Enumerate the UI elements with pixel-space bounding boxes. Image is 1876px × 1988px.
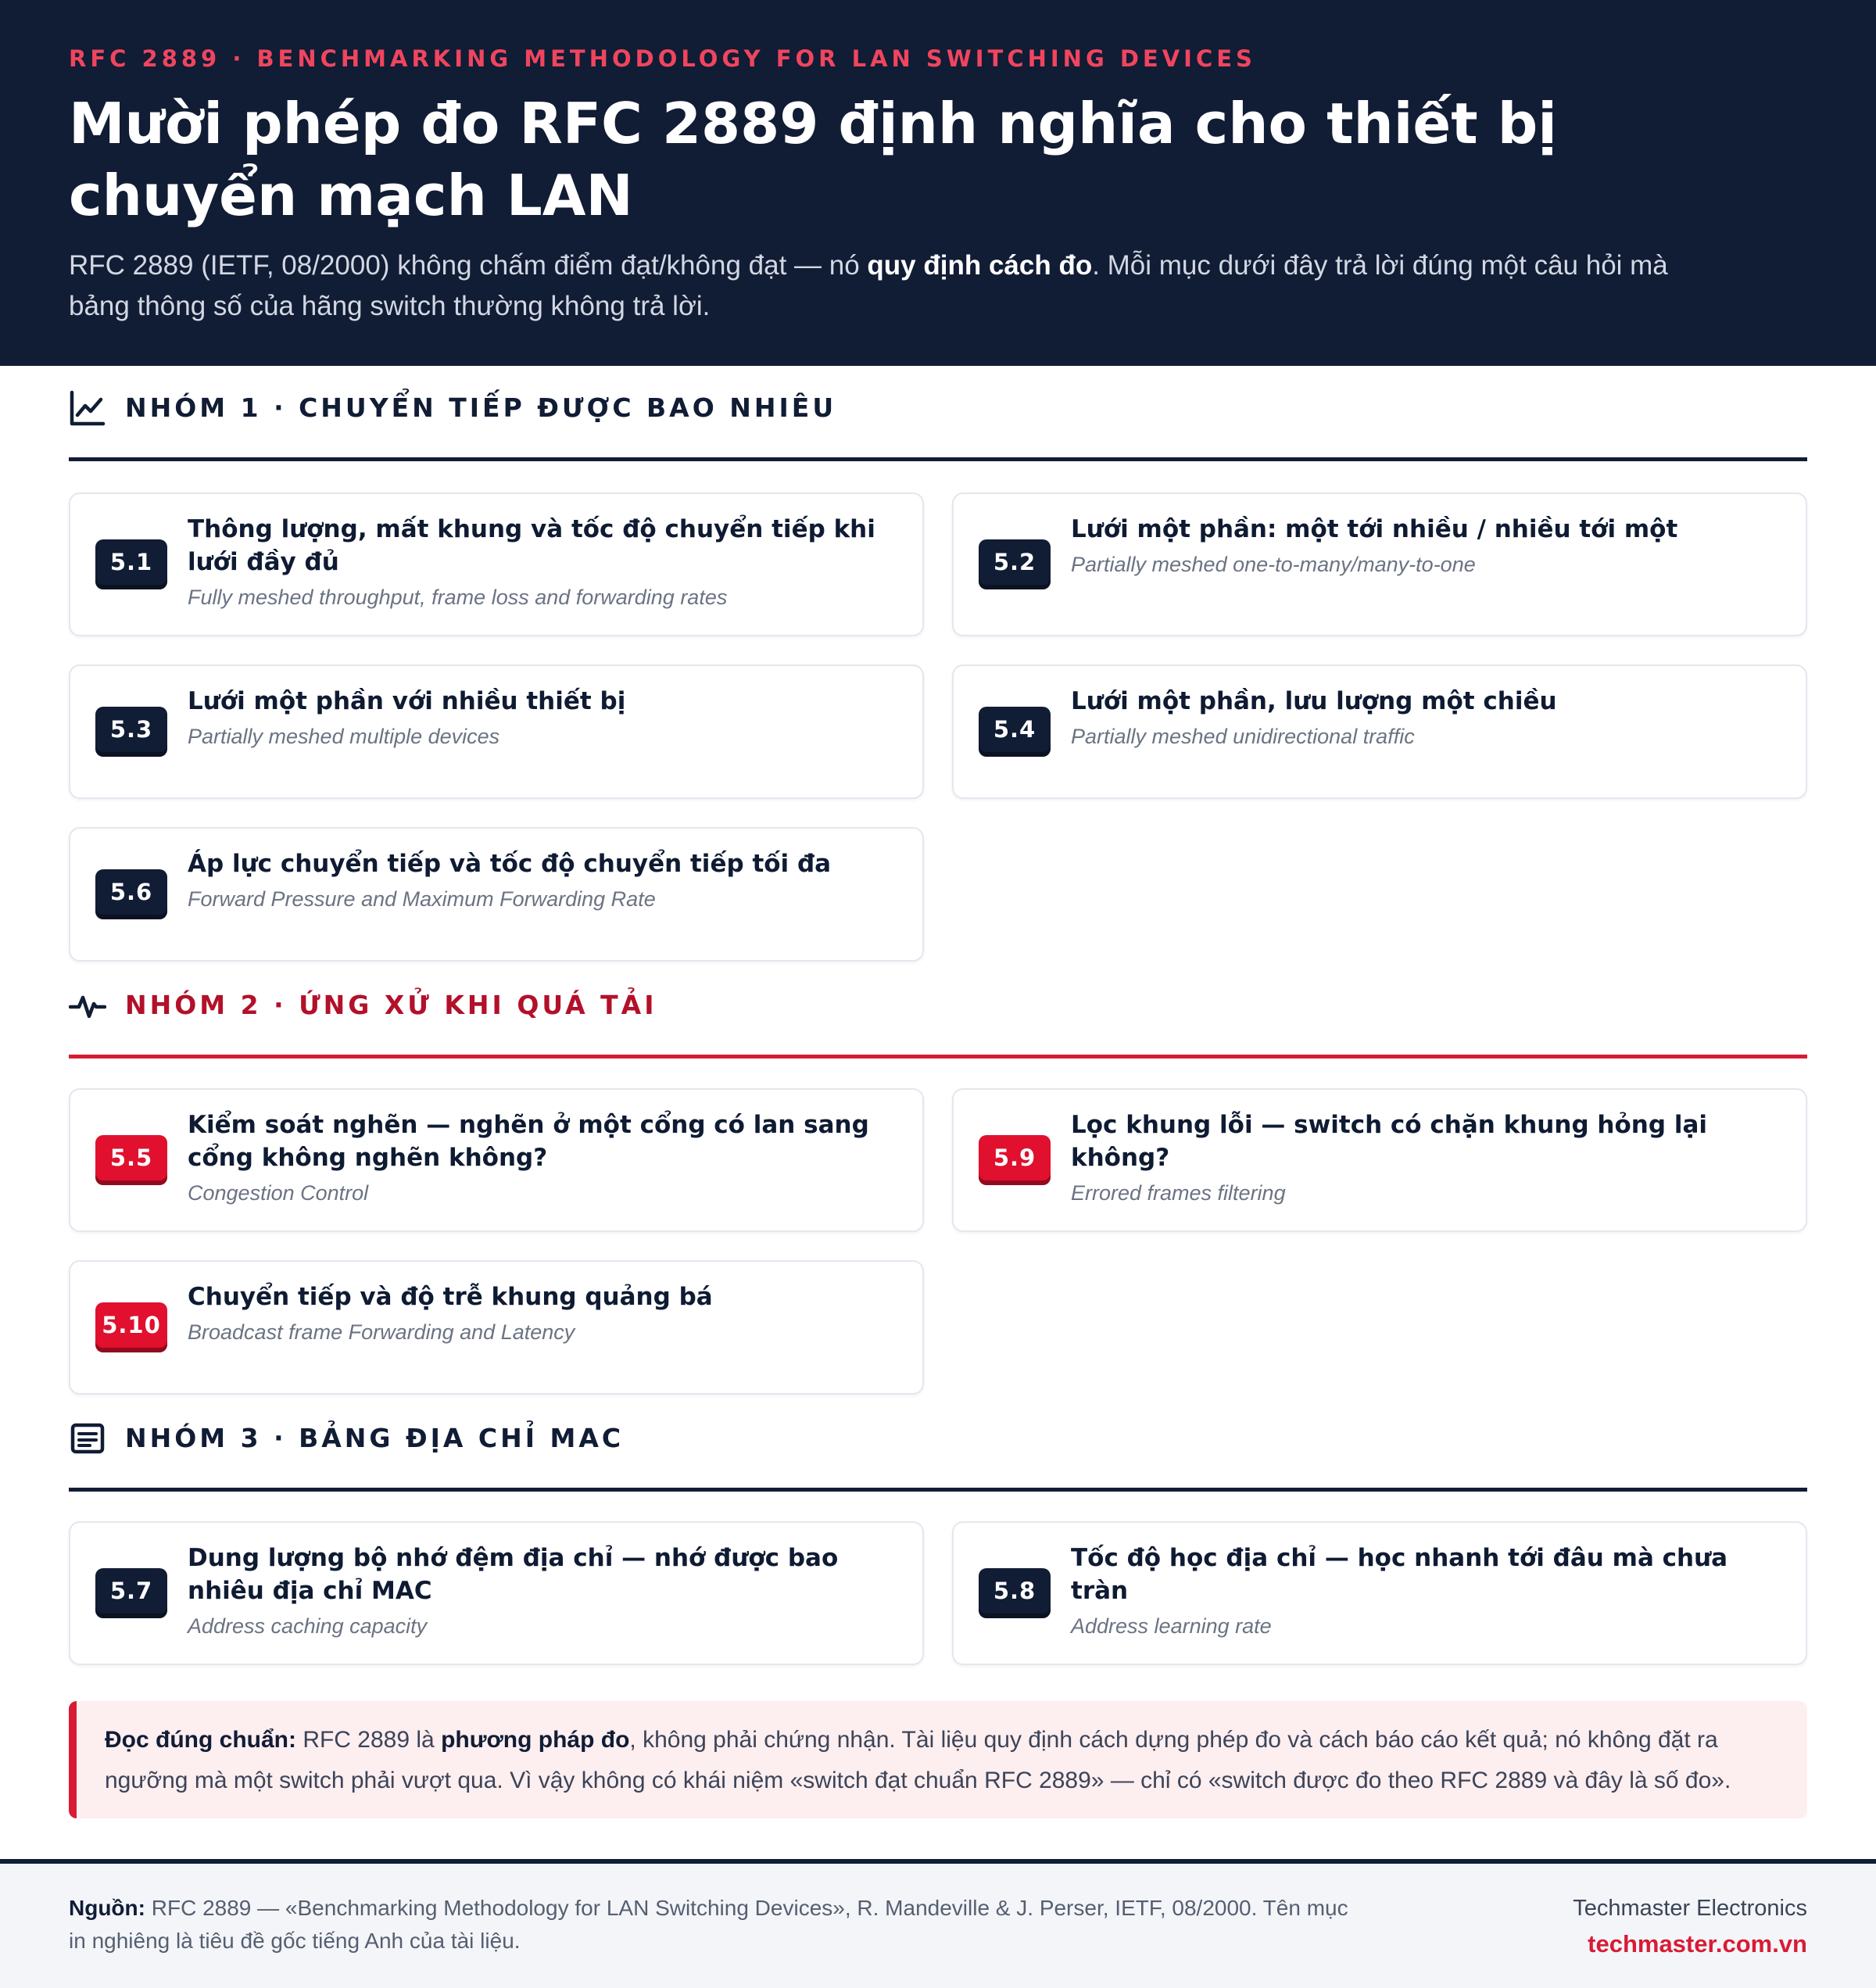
footer-website-link[interactable]: techmaster.com.vn [1588, 1930, 1807, 1958]
page-footer [0, 1859, 1876, 1988]
measurement-card-5-8 [952, 1521, 1807, 1665]
group-2-label: NHÓM 2 · ỨNG XỬ KHI QUÁ TẢI [125, 990, 657, 1020]
note-text-2: , không phải chứng nhận. Tài liệu quy định cách dựng phép đo và cách báo cáo kết quả; nó không đặt ra ngưỡng mà một switch phải vượt qua. Vì vậy không có khái niệm «switch đạt chuẩn RFC 2889» — chỉ có «switch được đo theo RFC 2889 và đây là số đo». [105, 1727, 1731, 1793]
footer-source-text: RFC 2889 — «Benchmarking Methodology for LAN Switching Devices», R. Mandeville & J. Perser, IETF, 08/2000. Tên mục in nghiêng là tiêu đề gốc tiếng Anh của tài liệu. [69, 1896, 1348, 1953]
card-title: Kiểm soát nghẽn — nghẽn ở một cổng có lan sang cổng không nghẽn không? [188, 1111, 869, 1172]
line-chart-icon [69, 389, 106, 427]
footer-source [69, 1892, 1366, 1958]
group-1-header [69, 366, 1807, 461]
measurement-card-5-2 [952, 493, 1807, 636]
card-title: Chuyển tiếp và độ trễ khung quảng bá [188, 1283, 713, 1311]
section-number-badge: 5.1 [95, 539, 167, 589]
card-subtitle: Forward Pressure and Maximum Forwarding Rate [188, 887, 656, 911]
hero-header [0, 0, 1876, 366]
group-3-header [69, 1396, 1807, 1492]
card-title: Lưới một phần: một tới nhiều / nhiều tới một [1071, 515, 1678, 543]
note-bold: phương pháp đo [441, 1727, 630, 1753]
card-subtitle: Broadcast frame Forwarding and Latency [188, 1320, 575, 1344]
section-number-badge: 5.8 [979, 1568, 1051, 1618]
section-number-badge: 5.3 [95, 707, 167, 757]
header-desc-after: . Mỗi mục dưới đây trả lời đúng một câu hỏi mà bảng thông số của hãng switch thường không trả lời. [69, 250, 1668, 321]
reading-note-callout [69, 1701, 1807, 1818]
header-desc-before: RFC 2889 (IETF, 08/2000) không chấm điểm đạt/không đạt — nó [69, 250, 868, 281]
section-number-badge: 5.10 [95, 1302, 167, 1352]
header-kicker: RFC 2889 · BENCHMARKING METHODOLOGY FOR LAN SWITCHING DEVICES [69, 45, 1256, 72]
measurement-card-5-1 [69, 493, 924, 636]
measurement-card-5-9 [952, 1088, 1807, 1232]
note-lead: Đọc đúng chuẩn: [105, 1727, 296, 1753]
group-3-label: NHÓM 3 · BẢNG ĐỊA CHỈ MAC [125, 1423, 625, 1453]
section-number-badge: 5.9 [979, 1135, 1051, 1185]
note-text-1: RFC 2889 là [295, 1727, 442, 1753]
card-title: Lưới một phần với nhiều thiết bị [188, 687, 626, 715]
card-subtitle: Fully meshed throughput, frame loss and forwarding rates [188, 586, 728, 609]
card-subtitle: Congestion Control [188, 1181, 369, 1205]
card-subtitle: Partially meshed multiple devices [188, 725, 500, 748]
measurement-card-5-10 [69, 1260, 924, 1395]
card-subtitle: Address caching capacity [188, 1614, 428, 1638]
section-number-badge: 5.5 [95, 1135, 167, 1185]
section-number-badge: 5.7 [95, 1568, 167, 1618]
card-subtitle: Errored frames filtering [1071, 1181, 1286, 1205]
measurement-card-5-3 [69, 664, 924, 799]
card-subtitle: Address learning rate [1071, 1614, 1272, 1638]
card-subtitle: Partially meshed unidirectional traffic [1071, 725, 1415, 748]
measurement-card-5-4 [952, 664, 1807, 799]
footer-source-label: Nguồn: [69, 1896, 145, 1920]
measurement-card-5-7 [69, 1521, 924, 1665]
footer-company: Techmaster Electronics [1573, 1896, 1807, 1921]
section-number-badge: 5.6 [95, 869, 167, 919]
card-title: Dung lượng bộ nhớ đệm địa chỉ — nhớ được bao nhiêu địa chỉ MAC [188, 1544, 839, 1605]
card-title: Lọc khung lỗi — switch có chặn khung hỏng lại không? [1071, 1111, 1708, 1172]
measurement-card-5-6 [69, 827, 924, 962]
table-list-icon [69, 1420, 106, 1457]
card-title: Tốc độ học địa chỉ — học nhanh tới đâu mà chưa tràn [1071, 1544, 1728, 1605]
section-number-badge: 5.2 [979, 539, 1051, 589]
card-subtitle: Partially meshed one-to-many/many-to-one [1071, 553, 1476, 576]
pulse-icon [69, 987, 106, 1024]
group-2-header [69, 963, 1807, 1058]
card-title: Lưới một phần, lưu lượng một chiều [1071, 687, 1557, 715]
page-title: Mười phép đo RFC 2889 định nghĩa cho thiết bị chuyển mạch LAN [69, 91, 1557, 228]
card-title: Áp lực chuyển tiếp và tốc độ chuyển tiếp tối đa [188, 850, 832, 878]
measurement-card-5-5 [69, 1088, 924, 1232]
group-1-label: NHÓM 1 · CHUYỂN TIẾP ĐƯỢC BAO NHIÊU [125, 392, 837, 423]
card-title: Thông lượng, mất khung và tốc độ chuyển tiếp khi lưới đầy đủ [188, 515, 875, 576]
header-description [69, 245, 1726, 327]
section-number-badge: 5.4 [979, 707, 1051, 757]
header-desc-bold: quy định cách đo [867, 250, 1093, 281]
